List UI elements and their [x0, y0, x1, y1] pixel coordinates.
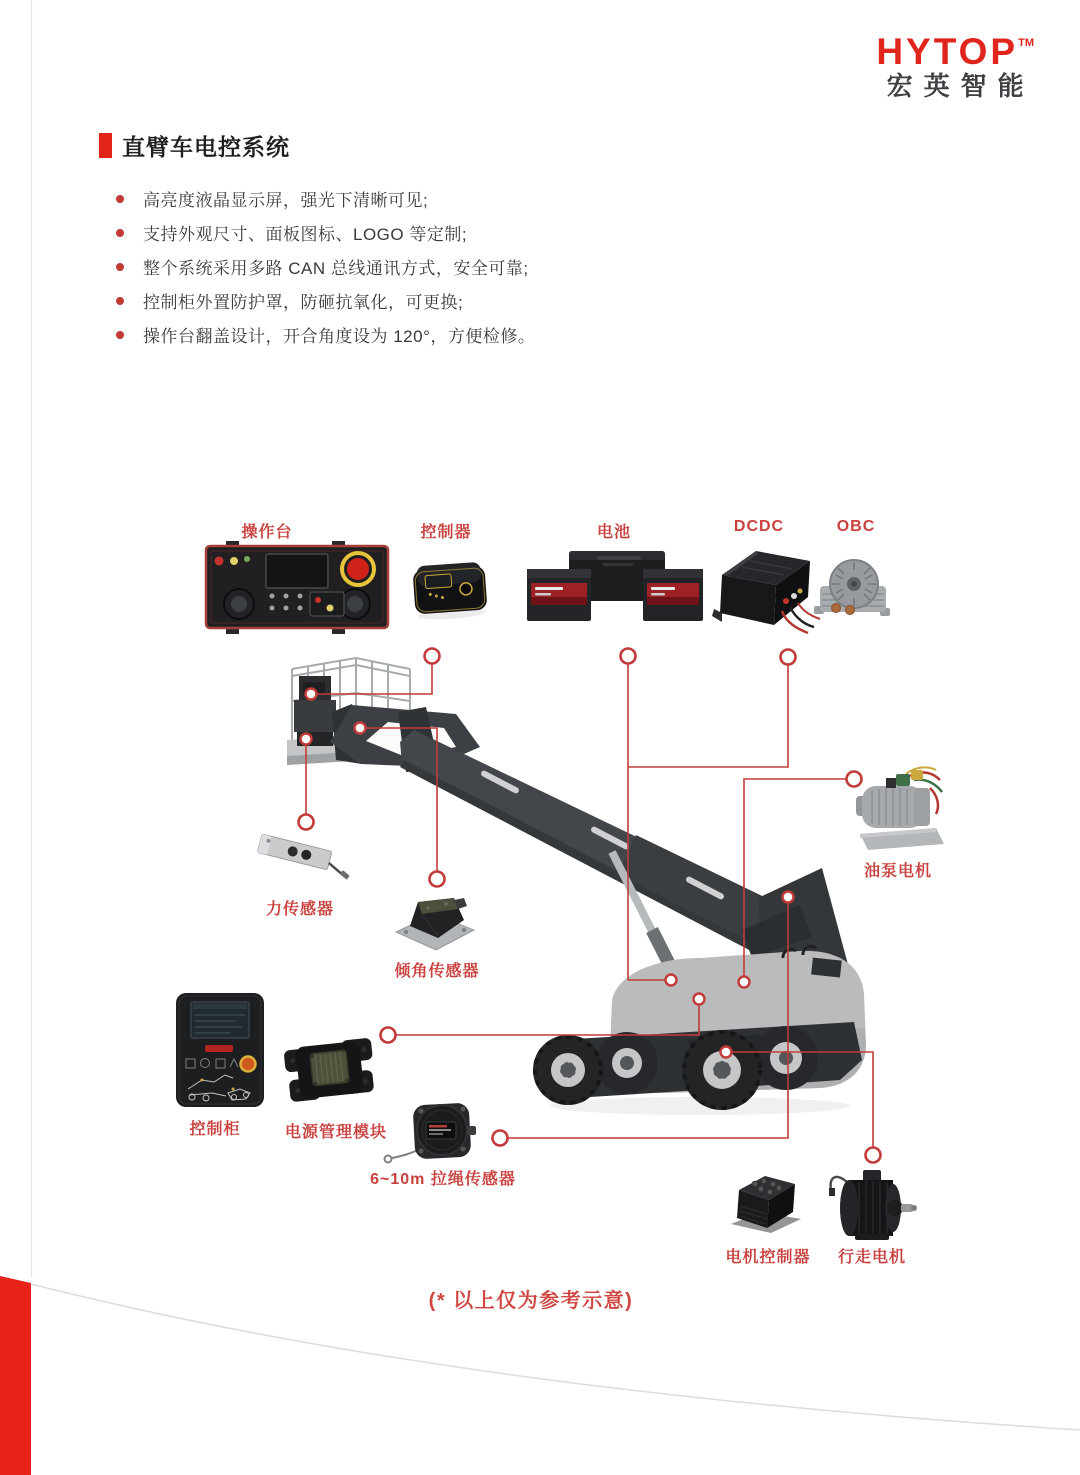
power-mgmt-module-image	[283, 1038, 376, 1103]
endpoint-power-mgmt	[381, 1028, 396, 1043]
wheel	[754, 1026, 818, 1090]
endpoint-force-sensor	[299, 815, 314, 830]
wheel	[533, 1035, 603, 1105]
battery-cell-right	[643, 569, 703, 621]
endpoint-oil-pump-motor	[847, 772, 862, 787]
endpoint-tilt-sensor	[430, 872, 445, 887]
label-control-cabinet: 控制柜	[189, 1121, 241, 1138]
label-motor-controller: 电机控制器	[725, 1249, 811, 1266]
boom-lift-machine	[287, 658, 866, 1115]
battery-image	[527, 551, 703, 621]
endpoint-dcdc	[781, 650, 796, 665]
controller-image	[412, 562, 488, 622]
logo-tm: TM	[1018, 37, 1034, 49]
control-cabinet-image	[176, 993, 264, 1107]
label-tilt-sensor: 倾角传感器	[394, 963, 480, 980]
anchor-tilt-sensor	[355, 723, 366, 734]
label-power-mgmt: 电源管理模块	[284, 1124, 388, 1141]
label-obc: OBC	[836, 518, 876, 535]
label-battery: 电池	[596, 524, 632, 541]
label-controller: 控制器	[420, 524, 472, 541]
oil-pump-motor-image	[856, 767, 944, 850]
feature-item: 操作台翻盖设计，开合角度设为 120°，方便检修。	[116, 324, 535, 345]
feature-item: 整个系统采用多路 CAN 总线通讯方式，安全可靠;	[116, 256, 535, 277]
anchor-battery	[666, 975, 677, 986]
anchor-force-sensor	[301, 734, 312, 745]
force-sensor-image	[256, 834, 354, 880]
wheel	[596, 1032, 658, 1094]
feature-item: 控制柜外置防护罩，防砸抗氧化，可更换;	[116, 290, 535, 311]
reference-note: (* 以上仅为参考示意)	[428, 1290, 634, 1312]
battery-cell-left	[527, 569, 591, 621]
label-dcdc: DCDC	[733, 518, 785, 535]
tilt-sensor-image	[396, 898, 474, 950]
wheel	[682, 1030, 762, 1110]
anchor-controller	[306, 689, 317, 700]
motor-controller-image	[731, 1176, 801, 1233]
label-travel-motor: 行走电机	[837, 1249, 907, 1266]
callout-dcdc	[628, 665, 788, 767]
anchor-travel-motor	[721, 1047, 732, 1058]
feature-item: 高亮度液晶显示屏，强光下清晰可见;	[116, 188, 535, 209]
anchor-rope-sensor	[783, 892, 794, 903]
corner-red-band	[0, 1276, 31, 1475]
endpoint-controller	[425, 649, 440, 664]
label-rope-sensor: 6~10m 拉绳传感器	[370, 1171, 516, 1188]
anchor-power-mgmt	[694, 994, 705, 1005]
console-image	[206, 541, 388, 634]
label-console: 操作台	[241, 524, 293, 541]
endpoint-rope-sensor	[493, 1131, 508, 1146]
endpoint-battery	[621, 649, 636, 664]
anchor-oil-pump-motor	[739, 977, 750, 988]
dcdc-image	[712, 551, 820, 633]
obc-image	[814, 560, 890, 616]
label-oil-pump-motor: 油泵电机	[863, 863, 933, 880]
travel-motor-image	[829, 1170, 917, 1240]
logo-subbrand: 宏英智能	[886, 71, 1035, 101]
logo-wordmark: HYTOP™	[876, 31, 1034, 72]
page-title: 直臂车电控系统	[122, 134, 290, 160]
endpoint-travel-motor	[866, 1148, 881, 1163]
rope-sensor-image	[385, 1103, 477, 1163]
label-force-sensor: 力传感器	[265, 901, 335, 918]
feature-item: 支持外观尺寸、面板图标、LOGO 等定制;	[116, 222, 535, 243]
